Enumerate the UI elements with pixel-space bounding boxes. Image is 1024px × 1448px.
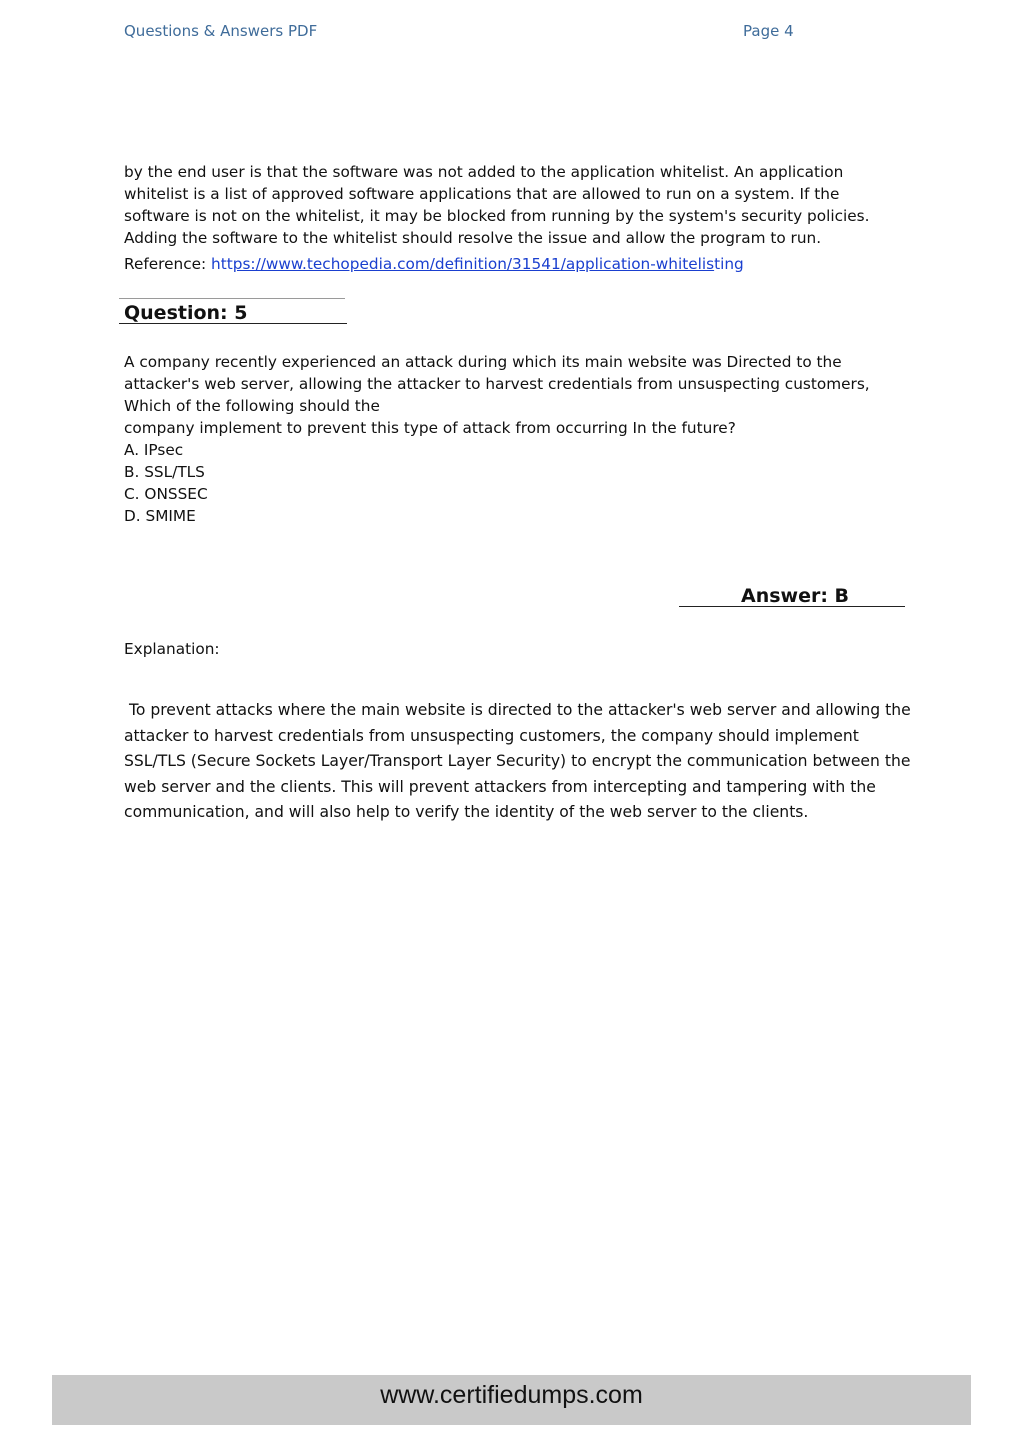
answer-rule (679, 606, 905, 607)
option-a: A. IPsec (124, 441, 184, 459)
question-rule-top (119, 298, 345, 299)
text-line: whitelist is a list of approved software applications that are allowed to run on a system. If the (124, 185, 840, 203)
header-title: Questions & Answers PDF (124, 22, 318, 40)
reference-line (124, 253, 744, 275)
option-b: B. SSL/TLS (124, 463, 205, 481)
reference-label: Reference: (124, 255, 212, 273)
text-line: by the end user is that the software was not added to the application whitelist. An application (124, 163, 844, 181)
option-c: C. ONSSEC (124, 485, 208, 503)
question-text-line: Which of the following should the (124, 397, 380, 415)
question-title: Question: 5 (124, 302, 248, 324)
question-text-line: company implement to prevent this type of attack from occurring In the future? (124, 419, 736, 437)
option-d: D. SMIME (124, 507, 196, 525)
text-line: software is not on the whitelist, it may be blocked from running by the system's security policies. (124, 207, 870, 225)
footer-bar (52, 1375, 971, 1425)
answer-title: Answer: B (741, 585, 850, 607)
explanation-line: web server and the clients. This will prevent attackers from intercepting and tampering with the (124, 777, 876, 796)
explanation-line: communication, and will also help to verify the identity of the web server to the clients. (124, 803, 809, 822)
question-text-line: attacker's web server, allowing the attacker to harvest credentials from unsuspecting customers, (124, 375, 870, 393)
explanation-body (124, 698, 974, 826)
text-line: Adding the software to the whitelist should resolve the issue and allow the program to run. (124, 229, 822, 247)
previous-explanation-text (124, 161, 944, 249)
explanation-label: Explanation: (124, 640, 220, 658)
explanation-line: To prevent attacks where the main website is directed to the attacker's web server and allowing the (124, 701, 911, 719)
question-body (124, 351, 944, 527)
reference-link-middle: ps://www.techopedia.com/definition/31541/application-whitelis (232, 255, 715, 273)
reference-link-end: ting (714, 255, 744, 273)
explanation-line: SSL/TLS (Secure Sockets Layer/Transport Layer Security) to encrypt the communication between the (124, 752, 911, 771)
page-number: Page 4 (743, 22, 794, 40)
footer-site: www.certifiedumps.com (380, 1381, 643, 1409)
reference-link[interactable] (211, 255, 744, 273)
explanation-line: attacker to harvest credentials from unsuspecting customers, the company should implement (124, 726, 859, 745)
question-text-line: A company recently experienced an attack during which its main website was Directed to the (124, 353, 842, 371)
reference-link-start: htt (211, 255, 233, 273)
question-rule-bottom (119, 323, 347, 324)
